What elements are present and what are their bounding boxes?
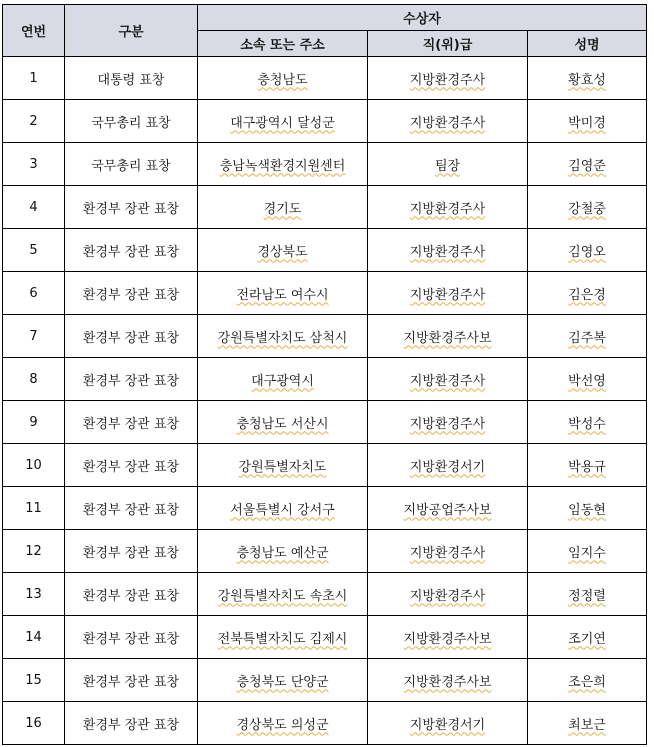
cell-category-text: 대통령 표창 — [97, 72, 165, 88]
cell-category-text: 환경부 장관 표창 — [82, 545, 180, 561]
cell-category-text: 환경부 장관 표창 — [82, 330, 180, 346]
cell-category-text: 환경부 장관 표창 — [82, 588, 180, 604]
cell-name — [528, 530, 647, 573]
cell-affiliation — [198, 616, 368, 659]
cell-affiliation-text: 충청남도 예산군 — [236, 545, 329, 561]
cell-no — [3, 573, 65, 616]
table-row — [3, 573, 647, 616]
cell-position-text: 지방환경주사 — [409, 72, 486, 88]
cell-category — [65, 57, 198, 100]
cell-no-text: 12 — [25, 543, 42, 559]
cell-affiliation — [198, 358, 368, 401]
cell-no — [3, 530, 65, 573]
cell-position-text: 지방환경주사 — [409, 416, 486, 432]
cell-category — [65, 702, 198, 745]
cell-no — [3, 358, 65, 401]
table-row — [3, 229, 647, 272]
table-row — [3, 143, 647, 186]
cell-category — [65, 487, 198, 530]
cell-position — [368, 57, 528, 100]
cell-position-text: 팀장 — [434, 158, 461, 174]
cell-no — [3, 315, 65, 358]
cell-position — [368, 444, 528, 487]
cell-category — [65, 444, 198, 487]
cell-affiliation-text: 경기도 — [263, 201, 302, 217]
cell-affiliation — [198, 573, 368, 616]
cell-affiliation — [198, 487, 368, 530]
cell-affiliation — [198, 229, 368, 272]
cell-name-text: 강철중 — [568, 201, 606, 217]
cell-name-text: 임동현 — [568, 502, 606, 518]
cell-name — [528, 616, 647, 659]
cell-position — [368, 702, 528, 745]
cell-position-text: 지방환경주사 — [409, 545, 486, 561]
cell-name — [528, 315, 647, 358]
cell-category — [65, 659, 198, 702]
cell-no-text: 4 — [29, 199, 38, 215]
cell-position-text: 지방환경주사 — [409, 287, 486, 303]
cell-affiliation — [198, 530, 368, 573]
cell-name — [528, 186, 647, 229]
cell-no — [3, 57, 65, 100]
cell-no-text: 11 — [25, 500, 42, 516]
cell-no-text: 10 — [25, 457, 42, 473]
cell-name-text: 임지수 — [568, 545, 606, 561]
cell-position-text: 지방환경주사 — [409, 373, 486, 389]
cell-category — [65, 315, 198, 358]
cell-name — [528, 659, 647, 702]
table-row — [3, 659, 647, 702]
cell-category-text: 환경부 장관 표창 — [82, 459, 180, 475]
cell-category-text: 환경부 장관 표창 — [82, 201, 180, 217]
cell-position — [368, 530, 528, 573]
cell-name-text: 최보근 — [568, 717, 606, 733]
cell-affiliation-text: 경상북도 — [257, 244, 308, 260]
cell-category-text: 환경부 장관 표창 — [82, 502, 180, 518]
cell-position — [368, 315, 528, 358]
cell-no-text: 1 — [29, 70, 38, 86]
cell-affiliation-text: 충청북도 단양군 — [236, 674, 329, 690]
cell-category — [65, 100, 198, 143]
cell-affiliation — [198, 659, 368, 702]
header-no: 연번 — [3, 5, 65, 57]
cell-category — [65, 229, 198, 272]
cell-position-text: 지방환경주사 — [409, 588, 486, 604]
cell-no-text: 5 — [29, 242, 38, 258]
cell-name-text: 김영준 — [568, 158, 606, 174]
cell-category — [65, 616, 198, 659]
cell-no-text: 3 — [29, 156, 38, 172]
cell-name — [528, 487, 647, 530]
table-row — [3, 272, 647, 315]
cell-name — [528, 573, 647, 616]
cell-category-text: 환경부 장관 표창 — [82, 717, 180, 733]
cell-position — [368, 573, 528, 616]
cell-affiliation — [198, 57, 368, 100]
cell-category — [65, 143, 198, 186]
cell-position — [368, 272, 528, 315]
cell-affiliation-text: 강원특별자치도 — [238, 459, 327, 475]
cell-no — [3, 272, 65, 315]
cell-position — [368, 358, 528, 401]
cell-no-text: 2 — [29, 113, 38, 129]
cell-position-text: 지방공업주사보 — [403, 502, 492, 518]
cell-name-text: 김영오 — [568, 244, 606, 260]
cell-no — [3, 616, 65, 659]
cell-no — [3, 186, 65, 229]
cell-no-text: 15 — [25, 672, 42, 688]
cell-no — [3, 100, 65, 143]
table-row — [3, 702, 647, 745]
cell-affiliation — [198, 702, 368, 745]
cell-name-text: 정정렬 — [568, 588, 606, 604]
cell-name — [528, 401, 647, 444]
cell-category — [65, 272, 198, 315]
cell-affiliation-text: 강원특별자치도 속초시 — [217, 588, 348, 604]
cell-affiliation-text: 전북특별자치도 김제시 — [217, 631, 348, 647]
cell-category — [65, 530, 198, 573]
cell-category-text: 환경부 장관 표창 — [82, 287, 180, 303]
cell-name — [528, 100, 647, 143]
cell-affiliation — [198, 315, 368, 358]
header-name: 성명 — [528, 31, 647, 57]
cell-no-text: 13 — [25, 586, 42, 602]
cell-position — [368, 143, 528, 186]
header-row-top — [3, 5, 647, 31]
cell-name — [528, 143, 647, 186]
header-category: 구분 — [65, 5, 198, 57]
cell-category — [65, 573, 198, 616]
cell-affiliation-text: 경상북도 의성군 — [236, 717, 329, 733]
cell-position-text: 지방환경주사 — [409, 201, 486, 217]
cell-category-text: 환경부 장관 표창 — [82, 631, 180, 647]
table-row — [3, 57, 647, 100]
cell-position-text: 지방환경주사보 — [403, 631, 492, 647]
cell-position — [368, 100, 528, 143]
cell-position — [368, 186, 528, 229]
table-row — [3, 616, 647, 659]
cell-name-text: 박선영 — [568, 373, 606, 389]
cell-affiliation — [198, 100, 368, 143]
cell-no — [3, 444, 65, 487]
cell-name — [528, 444, 647, 487]
cell-affiliation-text: 충청남도 — [257, 72, 308, 88]
table-row — [3, 100, 647, 143]
table-row — [3, 401, 647, 444]
cell-affiliation-text: 충남녹색환경지원센터 — [219, 158, 346, 174]
table-row — [3, 444, 647, 487]
cell-name-text: 박미경 — [568, 115, 606, 131]
cell-no — [3, 401, 65, 444]
table-row — [3, 315, 647, 358]
cell-name-text: 조기연 — [568, 631, 606, 647]
table-body — [3, 57, 647, 745]
cell-name-text: 김주복 — [568, 330, 606, 346]
cell-name — [528, 702, 647, 745]
cell-name — [528, 229, 647, 272]
header-position: 직(위)급 — [368, 31, 528, 57]
cell-no — [3, 659, 65, 702]
cell-name-text: 김은경 — [568, 287, 606, 303]
cell-position — [368, 401, 528, 444]
cell-affiliation-text: 전라남도 여수시 — [236, 287, 329, 303]
cell-name-text: 박용규 — [568, 459, 606, 475]
cell-category-text: 환경부 장관 표창 — [82, 244, 180, 260]
cell-name — [528, 57, 647, 100]
cell-category-text: 국무총리 표창 — [91, 158, 171, 174]
cell-category-text: 환경부 장관 표창 — [82, 373, 180, 389]
cell-category — [65, 186, 198, 229]
cell-position-text: 지방환경서기 — [409, 459, 486, 475]
cell-category — [65, 358, 198, 401]
cell-no — [3, 143, 65, 186]
cell-affiliation-text: 대구광역시 — [251, 373, 314, 389]
cell-no-text: 16 — [25, 715, 42, 731]
cell-position-text: 지방환경서기 — [409, 717, 486, 733]
cell-position-text: 지방환경주사 — [409, 115, 486, 131]
cell-name — [528, 358, 647, 401]
cell-name-text: 조은희 — [568, 674, 606, 690]
cell-affiliation — [198, 186, 368, 229]
cell-category-text: 환경부 장관 표창 — [82, 674, 180, 690]
cell-position — [368, 487, 528, 530]
awards-table — [2, 4, 647, 745]
cell-affiliation — [198, 444, 368, 487]
cell-category — [65, 401, 198, 444]
cell-affiliation-text: 대구광역시 달성군 — [230, 115, 335, 131]
cell-no-text: 9 — [29, 414, 38, 430]
cell-position — [368, 616, 528, 659]
table-row — [3, 358, 647, 401]
cell-no — [3, 229, 65, 272]
cell-affiliation-text: 강원특별자치도 삼척시 — [217, 330, 348, 346]
cell-position-text: 지방환경주사 — [409, 244, 486, 260]
cell-name-text: 황효성 — [568, 72, 606, 88]
header-affiliation: 소속 또는 주소 — [198, 31, 368, 57]
table-row — [3, 186, 647, 229]
cell-no-text: 6 — [29, 285, 38, 301]
cell-name — [528, 272, 647, 315]
cell-no — [3, 487, 65, 530]
table-row — [3, 530, 647, 573]
cell-position-text: 지방환경주사보 — [403, 674, 492, 690]
table-row — [3, 487, 647, 530]
cell-category-text: 국무총리 표창 — [91, 115, 171, 131]
header-recipient-group: 수상자 — [198, 5, 647, 31]
cell-no-text: 14 — [25, 629, 42, 645]
cell-position-text: 지방환경주사보 — [403, 330, 492, 346]
cell-position — [368, 229, 528, 272]
cell-affiliation-text: 서울특별시 강서구 — [230, 502, 335, 518]
cell-affiliation-text: 충청남도 서산시 — [236, 416, 329, 432]
cell-name-text: 박성수 — [568, 416, 606, 432]
cell-affiliation — [198, 272, 368, 315]
cell-category-text: 환경부 장관 표창 — [82, 416, 180, 432]
cell-position — [368, 659, 528, 702]
cell-affiliation — [198, 401, 368, 444]
cell-no — [3, 702, 65, 745]
cell-affiliation — [198, 143, 368, 186]
cell-no-text: 8 — [29, 371, 38, 387]
cell-no-text: 7 — [29, 328, 38, 344]
